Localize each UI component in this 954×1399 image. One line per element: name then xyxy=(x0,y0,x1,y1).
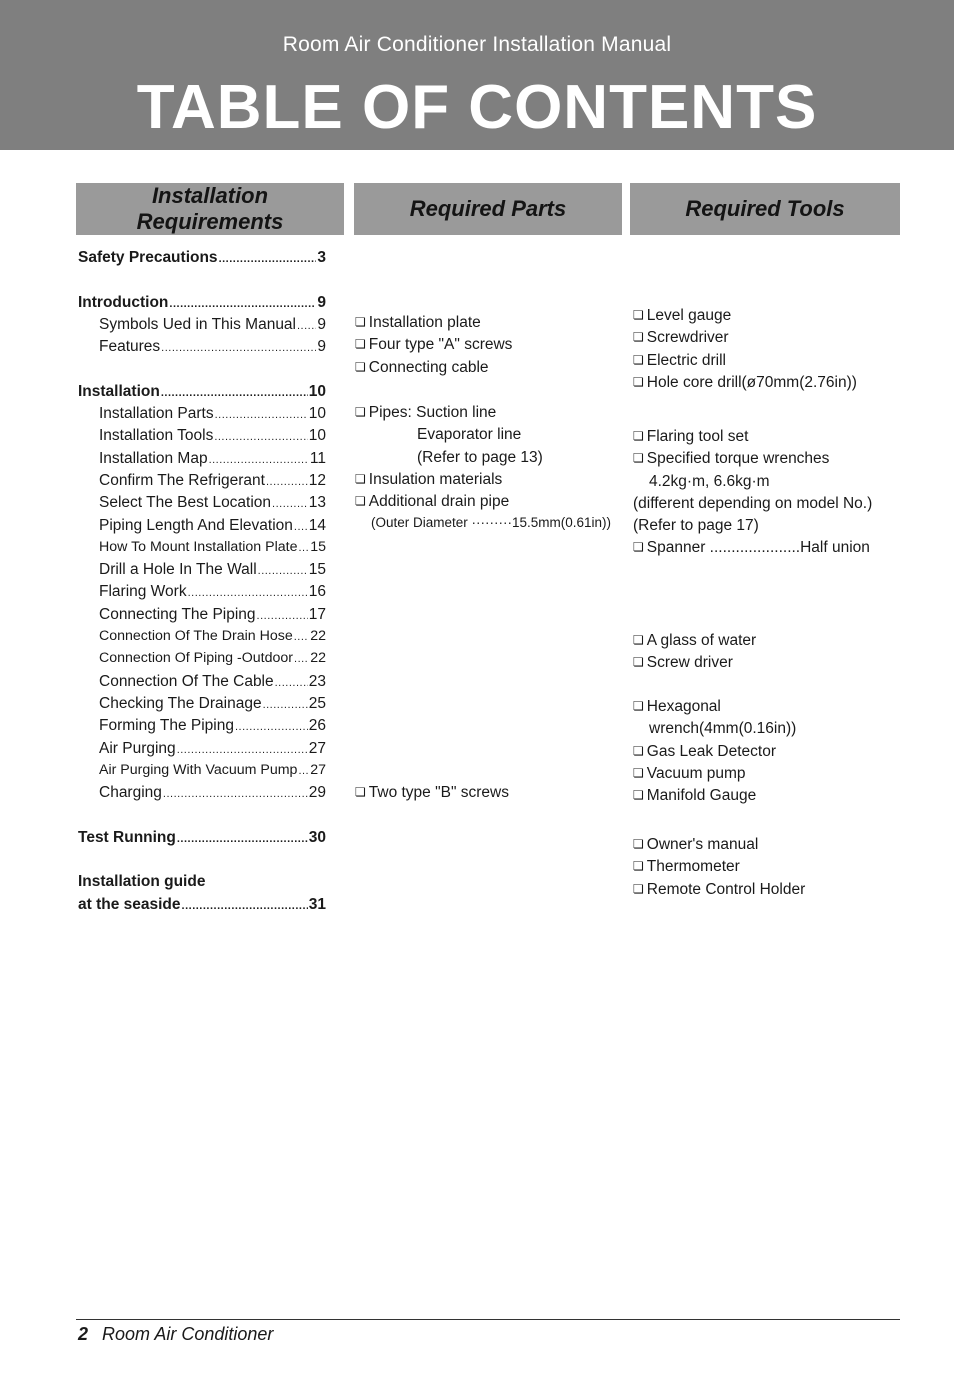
required-parts-screws-b xyxy=(355,784,509,806)
checkbox-icon: ❏ xyxy=(355,471,366,486)
column-header-label: Required Parts xyxy=(409,196,567,221)
list-item: ❏ Electric drill xyxy=(633,351,726,369)
toc-entry xyxy=(78,673,326,695)
toc-entry-page: 9 xyxy=(317,338,326,356)
required-parts-list xyxy=(355,314,512,381)
toc-entry-title: Flaring Work xyxy=(99,583,187,601)
toc-entry xyxy=(78,628,326,650)
toc-entry-title: How To Mount Installation Plate xyxy=(99,538,298,555)
checkbox-icon: ❏ xyxy=(633,633,644,647)
toc-entry xyxy=(78,338,326,360)
list-item: ❏ Hexagonal xyxy=(633,698,721,715)
toc-entry-page: 15 xyxy=(310,538,326,555)
toc-entry-title: Select The Best Location xyxy=(99,494,272,512)
toc-entry xyxy=(78,472,326,494)
list-item: ❏ Screwdriver xyxy=(633,329,729,347)
toc-leader-dots xyxy=(235,721,308,733)
toc-leader-dots xyxy=(219,253,317,265)
list-item: ❏ Spanner .....................Half union xyxy=(633,539,870,557)
toc-entry-title: Installation Tools xyxy=(99,427,214,445)
toc-entry-page: 9 xyxy=(317,315,326,333)
list-item: ❏ Hole core drill(ø70mm(2.76in)) xyxy=(633,373,857,391)
toc-entry xyxy=(78,383,326,405)
toc-entry xyxy=(78,517,326,539)
checkbox-icon: ❏ xyxy=(633,837,644,851)
checkbox-icon: ❏ xyxy=(633,881,644,896)
toc-spacer xyxy=(78,360,326,382)
column-header-installation-requirements xyxy=(76,183,344,235)
toc-entry-title: Installation Parts xyxy=(99,405,214,423)
toc-leader-dots xyxy=(214,431,307,443)
toc-entry-title: Safety Precautions xyxy=(78,249,218,266)
toc-entry xyxy=(78,405,326,427)
list-item: ❏ Specified torque wrenches xyxy=(633,450,830,468)
toc-entry-page: 13 xyxy=(308,494,326,512)
toc-entry-title: Test Running xyxy=(78,828,176,846)
checkbox-icon: ❏ xyxy=(355,337,366,352)
list-item: ❏ Screw driver xyxy=(633,654,733,672)
checkbox-icon: ❏ xyxy=(633,451,644,466)
toc-entry-page: 12 xyxy=(308,471,326,489)
checkbox-icon: ❏ xyxy=(633,743,644,758)
toc-entry xyxy=(78,650,326,672)
list-item: ❏ Installation plate xyxy=(355,314,481,331)
toc-leader-dots xyxy=(209,454,309,466)
toc-leader-dots xyxy=(257,610,308,622)
toc-leader-dots xyxy=(272,498,308,510)
required-parts-pipes xyxy=(355,404,611,538)
toc-leader-dots xyxy=(161,387,308,399)
required-tools-list-d xyxy=(633,698,796,809)
toc-entry-title: Forming The Piping xyxy=(99,717,234,735)
toc-entry-title: Charging xyxy=(99,784,162,802)
list-item-detail: 4.2kg·m, 6.6kg·m xyxy=(649,472,770,490)
toc-entry-page: 27 xyxy=(308,739,326,757)
toc-leader-dots xyxy=(182,900,308,912)
page-title: TABLE OF CONTENTS xyxy=(136,73,818,142)
list-item: ❏ Additional drain pipe xyxy=(355,493,510,511)
toc-entry xyxy=(78,762,326,784)
list-item: ❏ Pipes: Suction line xyxy=(355,404,497,421)
column-header-label: Installation Requirements xyxy=(136,183,284,234)
toc-entry xyxy=(78,695,326,717)
toc-entry-title: Connecting The Piping xyxy=(99,605,256,623)
list-item: ❏ Flaring tool set xyxy=(633,428,749,445)
toc-entry xyxy=(78,717,326,739)
toc-entry xyxy=(78,740,326,762)
toc-entry xyxy=(78,427,326,449)
toc-entry-page: 15 xyxy=(308,561,326,579)
toc-entry-page: 27 xyxy=(310,761,326,778)
toc-entry-page: 31 xyxy=(308,895,326,913)
toc-leader-dots xyxy=(188,587,308,599)
checkbox-icon: ❏ xyxy=(633,788,644,803)
toc-leader-dots xyxy=(169,298,316,310)
toc-entry-page: 23 xyxy=(308,672,326,690)
toc-entry-title: Drill a Hole In The Wall xyxy=(99,561,257,579)
required-tools-list-c xyxy=(633,632,756,677)
toc-entry xyxy=(78,583,326,605)
toc-spacer xyxy=(78,851,326,873)
column-header-label: Required Tools xyxy=(685,196,845,221)
toc-entry xyxy=(78,539,326,561)
toc-entry-page: 11 xyxy=(309,449,326,467)
checkbox-icon: ❏ xyxy=(633,374,644,389)
toc-entry-page: 22 xyxy=(310,628,326,645)
checkbox-icon: ❏ xyxy=(633,330,644,345)
list-item-detail: (Outer Diameter ·········15.5mm(0.61in)) xyxy=(371,515,612,531)
checkbox-icon: ❏ xyxy=(633,352,644,367)
toc-entry-title: at the seaside xyxy=(78,895,181,913)
page-number: 2 xyxy=(78,1324,89,1344)
toc-entry xyxy=(78,896,326,918)
toc-entry-title: Checking The Drainage xyxy=(99,694,262,712)
checkbox-icon: ❏ xyxy=(633,540,644,555)
toc-entry-page: 14 xyxy=(308,516,326,534)
toc-leader-dots xyxy=(215,409,308,421)
toc-leader-dots xyxy=(258,565,308,577)
toc-entry-title: Air Purging xyxy=(99,739,176,757)
toc-entry-title: Connection Of Piping -Outdoor xyxy=(99,650,294,667)
column-header-required-parts xyxy=(354,183,622,235)
list-item: ❏ A glass of water xyxy=(633,632,757,649)
list-item: ❏ Vacuum pump xyxy=(633,764,746,782)
checkbox-icon: ❏ xyxy=(355,359,366,374)
toc-entry-title: Installation Map xyxy=(99,449,208,467)
list-item: ❏ Level gauge xyxy=(633,307,732,324)
list-item: ❏ Connecting cable xyxy=(355,358,489,376)
list-item-detail: (different depending on model No.) xyxy=(633,494,873,512)
table-of-contents xyxy=(78,249,326,918)
toc-entry-title: Connection Of The Cable xyxy=(99,672,274,690)
footer-label: Room Air Conditioner xyxy=(102,1324,274,1344)
header-banner xyxy=(0,0,954,150)
toc-entry-page: 26 xyxy=(308,717,326,735)
toc-entry-page: 9 xyxy=(317,293,326,311)
toc-entry xyxy=(78,606,326,628)
toc-spacer xyxy=(78,806,326,828)
toc-leader-dots xyxy=(294,521,308,533)
toc-entry-title: Piping Length And Elevation xyxy=(99,516,293,534)
toc-entry-page: 10 xyxy=(308,382,326,400)
toc-leader-dots xyxy=(263,699,308,711)
toc-entry xyxy=(78,450,326,472)
toc-entry-title: Symbols Ued in This Manual xyxy=(99,315,296,333)
checkbox-icon: ❏ xyxy=(633,429,644,443)
toc-entry-title: Connection Of The Drain Hose xyxy=(99,628,293,645)
checkbox-icon: ❏ xyxy=(633,308,644,322)
list-item: ❏ Owner's manual xyxy=(633,836,759,853)
list-item: ❏ Insulation materials xyxy=(355,470,503,488)
checkbox-icon: ❏ xyxy=(633,655,644,670)
toc-leader-dots xyxy=(294,653,309,665)
toc-entry-title: Features xyxy=(99,338,161,356)
toc-leader-dots xyxy=(294,631,309,643)
toc-leader-dots xyxy=(298,765,309,777)
list-item: ❏ Two type "B" screws xyxy=(355,784,509,801)
toc-entry-page: 30 xyxy=(308,828,326,846)
toc-entry xyxy=(78,829,326,851)
checkbox-icon: ❏ xyxy=(355,494,366,509)
checkbox-icon: ❏ xyxy=(355,785,366,799)
footer-divider xyxy=(76,1319,900,1320)
list-item: ❏ Gas Leak Detector xyxy=(633,742,776,760)
required-tools-list-a xyxy=(633,307,857,396)
toc-entry xyxy=(78,873,326,895)
toc-leader-dots xyxy=(298,542,309,554)
manual-subtitle: Room Air Conditioner Installation Manual xyxy=(282,33,672,56)
required-tools-list-e xyxy=(633,836,805,903)
toc-leader-dots xyxy=(161,342,316,354)
toc-entry-title: Installation xyxy=(78,382,160,400)
toc-entry-page: 16 xyxy=(308,583,326,601)
toc-leader-dots xyxy=(177,833,308,845)
toc-spacer xyxy=(78,271,326,293)
toc-entry xyxy=(78,294,326,316)
toc-entry-page: 10 xyxy=(308,427,326,445)
list-item: ❏ Manifold Gauge xyxy=(633,787,757,805)
toc-entry-page: 29 xyxy=(308,784,326,802)
toc-leader-dots xyxy=(177,744,308,756)
toc-leader-dots xyxy=(297,320,316,332)
checkbox-icon: ❏ xyxy=(355,405,366,419)
list-item: ❏ Four type "A" screws xyxy=(355,336,513,354)
toc-entry-page: 3 xyxy=(317,249,326,266)
toc-entry-page: 10 xyxy=(308,405,326,423)
toc-entry xyxy=(78,316,326,338)
checkbox-icon: ❏ xyxy=(633,765,644,780)
toc-entry-title: Introduction xyxy=(78,293,169,311)
toc-leader-dots xyxy=(275,677,308,689)
checkbox-icon: ❏ xyxy=(633,859,644,874)
toc-leader-dots xyxy=(163,788,308,800)
toc-entry-title: Confirm The Refrigerant xyxy=(99,471,265,489)
toc-entry-page: 25 xyxy=(308,694,326,712)
toc-entry-title: Installation guide xyxy=(78,873,206,891)
toc-entry-title: Air Purging With Vacuum Pump xyxy=(99,761,298,778)
column-header-required-tools xyxy=(630,183,900,235)
toc-entry-page: 22 xyxy=(310,650,326,667)
list-item: ❏ Thermometer xyxy=(633,858,740,876)
toc-entry xyxy=(78,784,326,806)
toc-entry xyxy=(78,494,326,516)
toc-entry xyxy=(78,561,326,583)
list-item-detail: (Refer to page 13) xyxy=(417,448,543,466)
list-item-detail: (Refer to page 17) xyxy=(633,517,759,535)
required-tools-list-b xyxy=(633,428,872,562)
checkbox-icon: ❏ xyxy=(633,699,644,713)
toc-leader-dots xyxy=(266,476,308,488)
list-item-detail: Evaporator line xyxy=(417,426,522,444)
list-item: ❏ Remote Control Holder xyxy=(633,880,806,898)
page-footer xyxy=(78,1324,273,1345)
checkbox-icon: ❏ xyxy=(355,315,366,329)
list-item-detail: wrench(4mm(0.16in)) xyxy=(649,720,797,738)
toc-entry-page: 17 xyxy=(308,605,326,623)
toc-entry xyxy=(78,249,326,271)
